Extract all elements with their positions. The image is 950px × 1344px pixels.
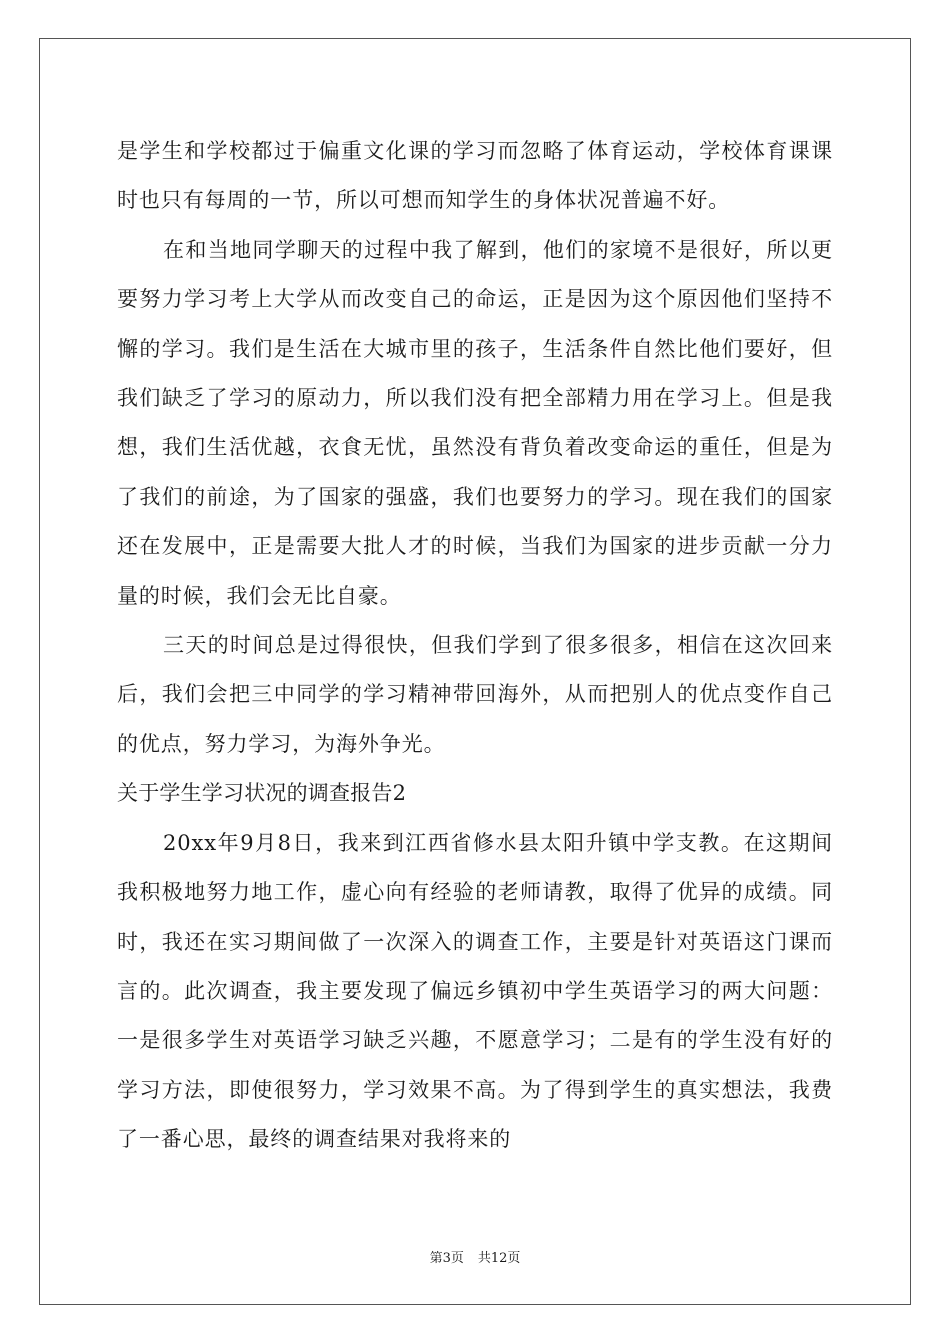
section-heading: 关于学生学习状况的调查报告2 [117, 781, 407, 806]
document-body [117, 127, 833, 1165]
page-total: 共12页 [477, 1251, 521, 1266]
section-paragraph-1: 20xx年9月8日，我来到江西省修水县太阳升镇中学支教。在这期间我积极地努力地工作，虚心向有经验的老师请教，取得了优异的成绩。同时，我还在实习期间做了一次深入的调查工作，主要是针对英语这门课而言的。此次调查，我主要发现了偏远乡镇初中学生英语学习的两大问题：一是很多学生对英语学习缺乏兴趣，不愿意学习；二是有的学生没有好的学习方法，即使很努力，学习效果不高。为了得到学生的真实想法，我费了一番心思，最终的调查结果对我将来的 [117, 830, 833, 1152]
paragraph-2: 在和当地同学聊天的过程中我了解到，他们的家境不是很好，所以更要努力学习考上大学从而改变自己的命运，正是因为这个原因他们坚持不懈的学习。我们是生活在大城市里的孩子，生活条件自然比他们要好，但我们缺乏了学习的原动力，所以我们没有把全部精力用在学习上。但是我想，我们生活优越，衣食无忧，虽然没有背负着改变命运的重任，但是为了我们的前途，为了国家的强盛，我们也要努力的学习。现在我们的国家还在发展中，正是需要大批人才的时候，当我们为国家的进步贡献一分力量的时候，我们会无比自豪。 [117, 237, 833, 608]
page-footer [0, 1247, 950, 1266]
page-number: 第3页 [429, 1251, 464, 1266]
paragraph-3: 三天的时间总是过得很快，但我们学到了很多很多，相信在这次回来后，我们会把三中同学的学习精神带回海外，从而把别人的优点变作自己的优点，努力学习，为海外争光。 [117, 633, 833, 756]
paragraph-1: 是学生和学校都过于偏重文化课的学习而忽略了体育运动，学校体育课课时也只有每周的一节，所以可想而知学生的身体状况普遍不好。 [117, 139, 833, 213]
